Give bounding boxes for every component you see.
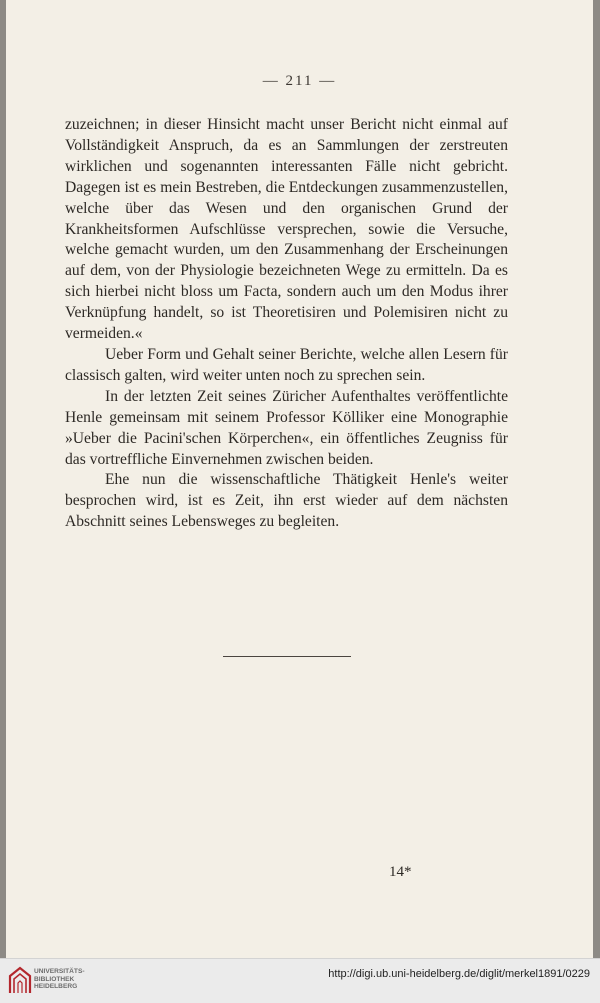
paragraph-2: Ueber Form und Gehalt seiner Berichte, welche allen Lesern für classisch galten, wird weiter unten noch zu sprechen sein.	[65, 345, 508, 384]
section-divider	[223, 656, 351, 657]
paragraph-4: Ehe nun die wissenschaftliche Thätigkeit Henle's weiter besprochen wird, ist es Zeit, ihn erst wieder auf dem nächsten Abschnitt seines Lebensweges zu begleiten.	[65, 471, 508, 531]
book-page	[6, 0, 593, 958]
library-name	[34, 968, 85, 991]
library-logo-icon	[8, 966, 32, 994]
viewer-footer	[0, 958, 600, 1003]
library-name-line3: HEIDELBERG	[34, 983, 78, 991]
library-name-line1: UNIVERSITÄTS-	[34, 968, 85, 975]
body-text	[65, 115, 508, 533]
paragraph-1: zuzeichnen; in dieser Hinsicht macht unser Bericht nicht einmal auf Vollständigkeit Anspruch, da es an Sammlungen der zerstreuten wirklichen und sogenannten interessanten Fälle nicht gebricht. Dagegen ist es mein Bestreben, die Entdeckungen zusammenzustellen, welche über das Wesen und den organischen Grund der Krankheitsformen Aufschlüsse versprechen, sowie die Versuche, welche gemacht wurden, um den Zusammenhang der Erscheinungen auf dem, von der Physiologie bezeichneten Wege zu ermitteln. Da es sich hierbei nicht bloss um Facta, sondern auch um den Modus ihrer Verknüpfung handelt, so ist Theoretisiren und Polemisiren nicht zu vermeiden.«	[65, 116, 508, 343]
page-number: — 211 —	[262, 73, 337, 89]
paragraph-3: In der letzten Zeit seines Züricher Aufenthaltes veröffentlichte Henle gemeinsam mit seinem Professor Kölliker eine Monographie »Ueber die Pacini'schen Körperchen«, ein öffentliches Zeugniss für das vortreffliche Einvernehmen zwischen beiden.	[65, 387, 508, 468]
printer-signature: 14*	[389, 864, 412, 880]
permalink-url[interactable]: http://digi.ub.uni-heidelberg.de/diglit/merkel1891/0229	[328, 968, 590, 980]
library-name-line2: BIBLIOTHEK	[34, 975, 75, 983]
